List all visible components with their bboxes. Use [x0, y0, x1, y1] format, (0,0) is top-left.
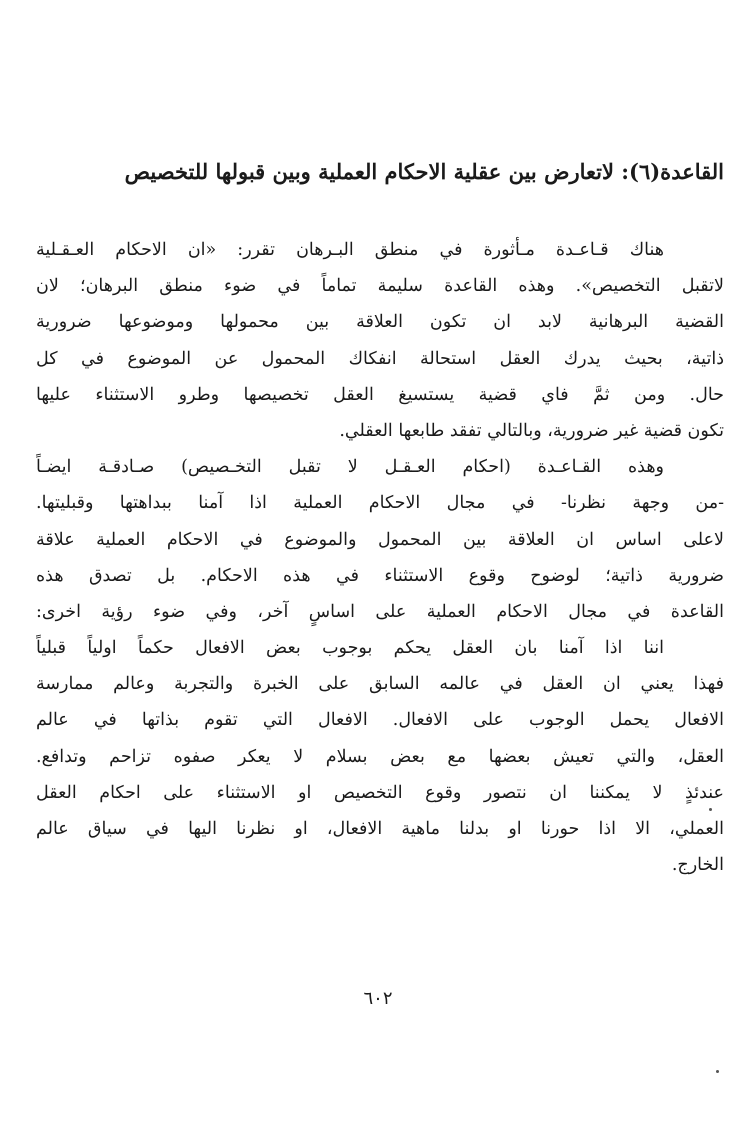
paragraph-line: الافعال يحمل الوجوب على الافعال. الافعال التي تقوم بذاتها في عالم: [36, 710, 724, 731]
paragraph-line: العقل، والتي تعيش بعضها مع بعض بسلام لا يعكر صفوه تزاحم وتدافع.: [36, 746, 724, 767]
paragraph-line: هناك قـاعـدة مـأثورة في منطق البـرهان تقرر: «ان الاحكام العـقـلية: [36, 240, 664, 260]
paragraph-line: -من وجهة نظرنا- في مجال الاحكام العملية اذا آمنا ببداهتها وقبليتها.: [36, 493, 724, 514]
paragraph-line: فهذا يعني ان العقل في عالمه السابق على الخبرة والتجربة وعالم ممارسة: [36, 674, 724, 695]
paragraph-line: وهذه القـاعـدة (احكام العـقـل لا تقبل التخـصيص) صـادقـة ايضـاً: [36, 457, 664, 478]
paragraph-line: لاتقبل التخصيص». وهذه القاعدة سليمة تماماً في ضوء منطق البرهان؛ لان: [36, 276, 724, 297]
paragraph-line: عندئذٍ لا يمكننا ان نتصور وقوع التخصيص او الاستثناء على احكام العقل: [36, 782, 724, 803]
paragraph-line: القاعدة في مجال الاحكام العملية على اساسٍ آخر، وفي ضوء رؤية اخرى:: [36, 601, 724, 622]
scan-speck: [709, 808, 712, 811]
paragraph-line: لاعلى اساس ان العلاقة بين المحمول والموضوع في الاحكام العملية علاقة: [36, 529, 724, 550]
paragraph-line: ذاتية، بحيث يدرك العقل استحالة انفكاك المحمول عن الموضوع في كل: [36, 348, 724, 369]
scan-speck: [716, 1070, 719, 1073]
paragraph-line: اننا اذا آمنا بان العقل يحكم بوجوب بعض الافعال حكماً اولياً قبلياً: [36, 638, 664, 659]
paragraph-line: القضية البرهانية لابد ان تكون العلاقة بين محمولها وموضوعها ضرورية: [36, 312, 724, 333]
page-number: ٦٠٢: [363, 988, 393, 1009]
paragraph-line: ضرورية ذاتية؛ لوضوح وقوع الاستثناء في هذه الاحكام. بل تصدق هذه: [36, 565, 724, 586]
body-text: [36, 232, 724, 883]
paragraph-line: الخارج.: [671, 855, 724, 876]
rule-heading: القاعدة(٦): لاتعارض بين عقلية الاحكام العملية وبين قبولها للتخصيص: [124, 159, 724, 184]
paragraph-line: العملي، الا اذا حورنا او بدلنا ماهية الافعال، او نظرنا اليها في سياق عالم: [36, 819, 724, 839]
paragraph-line: حال. ومن ثمَّ فاي قضية يستسيغ العقل تخصيصها وطرو الاستثناء عليها: [36, 384, 724, 405]
paragraph-line: تكون قضية غير ضرورية، وبالتالي تفقد طابعها العقلي.: [339, 420, 724, 441]
